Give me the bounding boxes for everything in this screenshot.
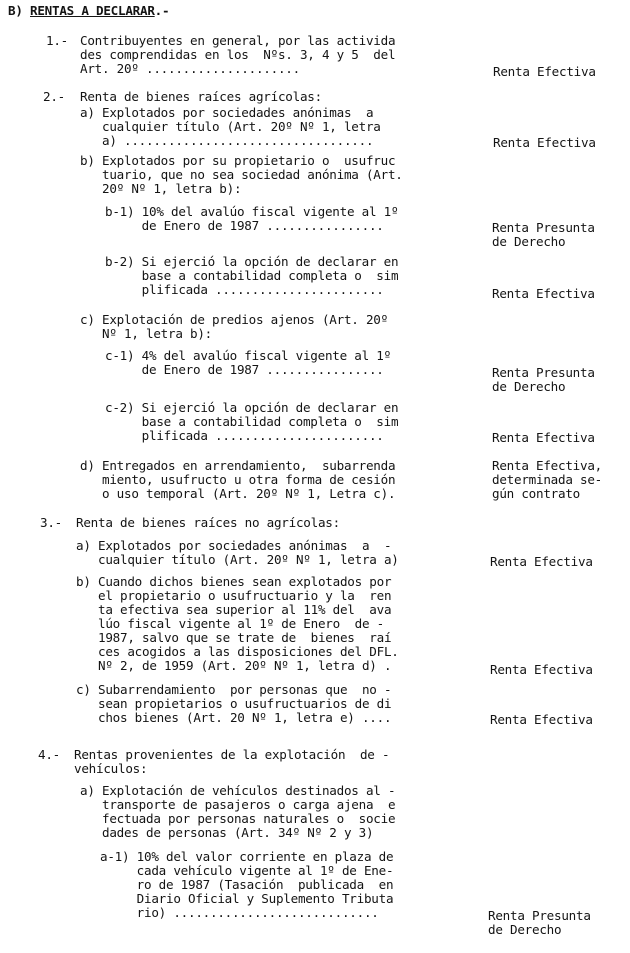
item-3b-line-4: lúo fiscal vigente al 1º de Enero de -	[76, 616, 384, 631]
item-2b-line-2: tuario, que no sea sociedad anónima (Art.	[80, 167, 403, 182]
item-3a-rent-type: Renta Efectiva	[490, 554, 593, 569]
section-letter: B)	[8, 3, 23, 18]
item-2d-line-3: o uso temporal (Art. 20º Nº 1, Letra c).	[80, 486, 396, 501]
item-2-heading: Renta de bienes raíces agrícolas:	[80, 89, 322, 104]
section-header	[8, 4, 169, 18]
item-4-number: 4.-	[38, 747, 60, 762]
item-1-line-1: Contribuyentes en general, por las activida	[80, 33, 396, 48]
item-2a-line-3: a) ..................................	[80, 133, 374, 148]
item-4a1-line-2: cada vehículo vigente al 1º de Ene-	[100, 863, 394, 878]
item-3b-line-2: el propietario o usufructuario y la ren	[76, 588, 392, 603]
item-1-line-2: des comprendidas en los Nºs. 3, 4 y 5 del	[80, 47, 396, 62]
item-3a-line-1: a) Explotados por sociedades anónimas a -	[76, 538, 392, 553]
item-4a-line-2: transporte de pasajeros o carga ajena e	[80, 797, 396, 812]
item-2c1-line-1: c-1) 4% del avalúo fiscal vigente al 1º	[105, 348, 391, 363]
item-2c-line-2: Nº 1, letra b):	[80, 326, 212, 341]
item-3b-line-1: b) Cuando dichos bienes sean explotados por	[76, 574, 392, 589]
item-4a-line-3: fectuada por personas naturales o socie	[80, 811, 396, 826]
item-3b-line-6: ces acogidos a las disposiciones del DFL.	[76, 644, 399, 659]
item-3b-rent-type: Renta Efectiva	[490, 662, 593, 677]
item-4-heading-line-2: vehículos:	[74, 761, 148, 776]
item-3c-line-1: c) Subarrendamiento por personas que no -	[76, 682, 392, 697]
section-title-suffix: .-	[154, 3, 170, 18]
item-4a1-line-4: Diario Oficial y Suplemento Tributa	[100, 891, 394, 906]
item-2b-line-1: b) Explotados por su propietario o usufruc	[80, 153, 396, 168]
item-1-line-3: Art. 20º .....................	[80, 61, 300, 76]
item-2b1-rent-type-1: Renta Presunta	[492, 220, 595, 235]
item-2d-line-2: miento, usufructo u otra forma de cesión	[80, 472, 396, 487]
item-2b1-rent-type-2: de Derecho	[492, 234, 566, 249]
item-3a-line-2: cualquier título (Art. 20º Nº 1, letra a)	[76, 552, 399, 567]
item-2c2-rent-type: Renta Efectiva	[492, 430, 595, 445]
item-3-number: 3.-	[40, 515, 62, 530]
item-2c2-line-2: base a contabilidad completa o sim	[105, 414, 399, 429]
item-2b-line-3: 20º Nº 1, letra b):	[80, 181, 242, 196]
item-4a-line-1: a) Explotación de vehículos destinados al -	[80, 783, 396, 798]
item-2c2-line-3: plificada .......................	[105, 428, 384, 443]
item-2c1-line-2: de Enero de 1987 ................	[105, 362, 384, 377]
item-4a1-rent-type-2: de Derecho	[488, 922, 562, 937]
item-2b1-line-1: b-1) 10% del avalúo fiscal vigente al 1º	[105, 204, 399, 219]
item-4a1-line-1: a-1) 10% del valor corriente en plaza de	[100, 849, 394, 864]
item-4a1-rent-type-1: Renta Presunta	[488, 908, 591, 923]
item-1-rent-type: Renta Efectiva	[493, 64, 596, 79]
item-2a-line-1: a) Explotados por sociedades anónimas a	[80, 105, 374, 120]
item-2c2-line-1: c-2) Si ejerció la opción de declarar en	[105, 400, 399, 415]
item-2b2-line-1: b-2) Si ejerció la opción de declarar en	[105, 254, 399, 269]
item-2d-line-1: d) Entregados en arrendamiento, subarrenda	[80, 458, 396, 473]
item-3b-line-3: ta efectiva sea superior al 11% del ava	[76, 602, 392, 617]
item-4a1-line-5: rio) ............................	[100, 905, 379, 920]
item-4a-line-4: dades de personas (Art. 34º Nº 2 y 3)	[80, 825, 374, 840]
item-4a1-line-3: ro de 1987 (Tasación publicada en	[100, 877, 394, 892]
item-2d-rent-type-1: Renta Efectiva,	[492, 458, 602, 473]
item-2c1-rent-type-2: de Derecho	[492, 379, 566, 394]
item-3c-rent-type: Renta Efectiva	[490, 712, 593, 727]
item-2b1-line-2: de Enero de 1987 ................	[105, 218, 384, 233]
item-2a-rent-type: Renta Efectiva	[493, 135, 596, 150]
item-2d-rent-type-3: gún contrato	[492, 486, 580, 501]
item-2c-line-1: c) Explotación de predios ajenos (Art. 20º	[80, 312, 388, 327]
item-3b-line-5: 1987, salvo que se trate de bienes raí	[76, 630, 392, 645]
item-2d-rent-type-2: determinada se-	[492, 472, 602, 487]
item-2a-line-2: cualquier título (Art. 20º Nº 1, letra	[80, 119, 381, 134]
item-2c1-rent-type-1: Renta Presunta	[492, 365, 595, 380]
item-3b-line-7: Nº 2, de 1959 (Art. 20º Nº 1, letra d) .	[76, 658, 392, 673]
item-4-heading-line-1: Rentas provenientes de la explotación de -	[74, 747, 390, 762]
item-2b2-line-2: base a contabilidad completa o sim	[105, 268, 399, 283]
item-3c-line-3: chos bienes (Art. 20 Nº 1, letra e) ....	[76, 710, 392, 725]
item-3-heading: Renta de bienes raíces no agrícolas:	[76, 515, 340, 530]
item-1-number: 1.-	[46, 33, 68, 48]
item-2-number: 2.-	[43, 89, 65, 104]
item-3c-line-2: sean propietarios o usufructuarios de di	[76, 696, 392, 711]
item-2b2-rent-type: Renta Efectiva	[492, 286, 595, 301]
section-title: RENTAS A DECLARAR	[30, 3, 155, 18]
item-2b2-line-3: plificada .......................	[105, 282, 384, 297]
